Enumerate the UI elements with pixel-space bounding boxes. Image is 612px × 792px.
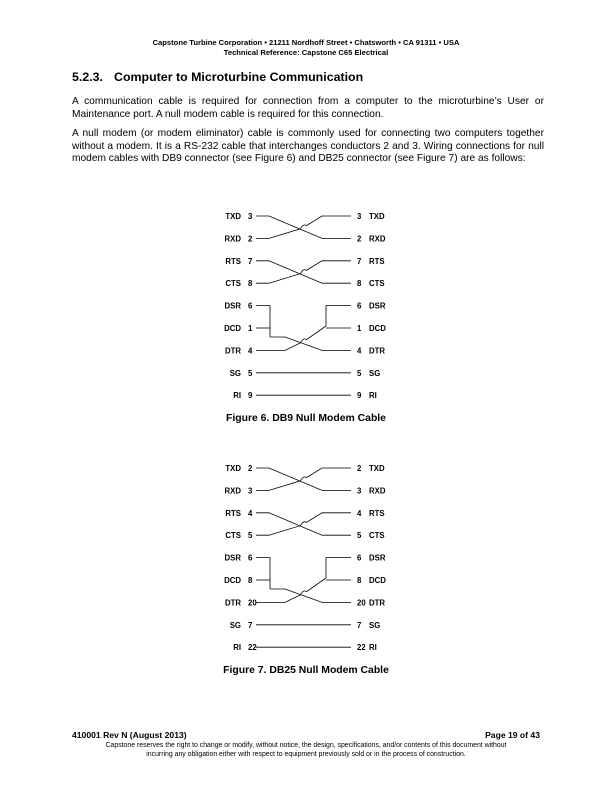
left-pin-number: 3: [248, 486, 253, 496]
right-pin-number: 6: [357, 553, 362, 563]
left-pin-number: 7: [248, 256, 253, 266]
db9-wiring-diagram: [0, 200, 612, 420]
crossover-wire: [256, 513, 351, 535]
dtr-to-dsr-dcd-wire: [256, 578, 326, 602]
right-pin-number: 3: [357, 486, 362, 496]
left-dsr-tie: [256, 558, 270, 589]
right-pin-label: SG: [369, 620, 381, 630]
left-pin-number: 7: [248, 620, 253, 630]
left-pin-label: DCD: [224, 576, 241, 585]
left-pin-number: 3: [248, 212, 253, 221]
left-pin-label: RI: [233, 643, 241, 653]
disclaimer-line-1: Capstone reserves the right to change or modify, without notice, the design, specifications, and/or contents of this document without: [105, 742, 507, 749]
header-reference-line: Technical Reference: Capstone C65 Electrical: [223, 48, 389, 57]
right-pin-number: 7: [357, 620, 362, 630]
right-pin-label: RTS: [369, 508, 385, 518]
left-pin-label: SG: [229, 620, 241, 630]
left-pin-label: TXD: [225, 464, 241, 473]
left-pin-label: DSR: [224, 553, 241, 563]
left-pin-label: CTS: [225, 531, 241, 541]
right-pin-number: 8: [357, 279, 362, 289]
crossover-wire: [256, 216, 351, 238]
left-pin-label: RXD: [224, 486, 241, 496]
right-pin-number: 4: [357, 508, 362, 518]
crossover-wire: [256, 468, 351, 490]
right-pin-label: RTS: [369, 256, 385, 266]
right-pin-number: 3: [357, 212, 362, 221]
db25-wiring-diagram: [0, 452, 612, 672]
left-pin-number: 4: [248, 346, 253, 356]
left-pin-number: 6: [248, 553, 253, 563]
crossover-wire: [256, 216, 351, 238]
right-pin-label: RXD: [369, 486, 386, 496]
footer-disclaimer: [60, 742, 552, 759]
right-pin-number: 5: [357, 368, 362, 378]
dsr-dcd-to-dtr-wire: [270, 589, 351, 602]
left-dsr-tie: [256, 306, 270, 337]
left-pin-label: RXD: [224, 234, 241, 244]
left-pin-label: RTS: [225, 508, 241, 518]
right-pin-label: CTS: [369, 531, 385, 541]
footer-doc-id: 410001 Rev N (August 2013): [72, 730, 187, 740]
left-pin-number: 1: [248, 324, 253, 333]
crossover-wire: [256, 468, 351, 490]
right-pin-number: 7: [357, 256, 362, 266]
page-header: [0, 38, 612, 58]
right-dsr-tie: [326, 306, 351, 326]
right-pin-label: DTR: [369, 598, 386, 608]
figure-7-caption: Figure 7. DB25 Null Modem Cable: [223, 665, 389, 676]
figure-6-caption: Figure 6. DB9 Null Modem Cable: [226, 413, 386, 424]
crossover-wire: [256, 513, 351, 535]
right-pin-number: 2: [357, 464, 362, 473]
left-pin-number: 5: [248, 368, 253, 378]
paragraph-null-modem: A null modem (or modem eliminator) cable is commonly used for connecting two computers together without a modem. It is a RS-232 cable that interchanges conductors 2 and 3. Wiring connections for null modem cables with DB9 connector (see Figure 6) and DB25 connector (see Figure 7) are as follows:: [72, 128, 544, 165]
right-pin-number: 6: [357, 301, 362, 311]
right-pin-number: 1: [357, 324, 362, 333]
left-pin-number: 2: [248, 464, 253, 473]
left-pin-number: 8: [248, 279, 253, 289]
right-dsr-tie: [326, 558, 351, 578]
footer: [72, 730, 540, 740]
left-pin-label: SG: [229, 368, 241, 378]
left-pin-label: DCD: [224, 324, 241, 333]
right-pin-label: RXD: [369, 234, 386, 244]
left-pin-number: 8: [248, 576, 253, 585]
left-pin-label: DSR: [224, 301, 241, 311]
crossover-wire: [256, 261, 351, 283]
right-pin-label: RI: [369, 643, 377, 653]
header-company-line: Capstone Turbine Corporation • 21211 Nordhoff Street • Chatsworth • CA 91311 • USA: [152, 38, 460, 47]
left-pin-label: DTR: [224, 598, 241, 608]
right-pin-number: 20: [357, 598, 366, 608]
footer-page-number: Page 19 of 43: [485, 730, 540, 740]
right-pin-label: DCD: [369, 576, 386, 585]
section-title: Computer to Microturbine Communication: [114, 70, 364, 84]
left-pin-number: 9: [248, 391, 253, 401]
right-pin-number: 8: [357, 576, 362, 585]
right-pin-number: 22: [357, 643, 366, 653]
left-pin-label: CTS: [225, 279, 241, 289]
right-pin-number: 2: [357, 234, 362, 244]
disclaimer-line-2: incurring any obligation either with respect to equipment previously sold or in the process of construction.: [146, 750, 466, 758]
paragraph-intro: A communication cable is required for connection from a computer to the microturbine’s User or Maintenance port. A null modem cable is required for this connection.: [72, 96, 544, 120]
right-pin-label: TXD: [369, 464, 385, 473]
left-pin-number: 4: [248, 508, 253, 518]
section-number: 5.2.3.: [72, 70, 104, 84]
left-pin-label: RTS: [225, 256, 241, 266]
left-pin-label: DTR: [224, 346, 241, 356]
dtr-to-dsr-dcd-wire: [256, 326, 326, 350]
right-pin-label: RI: [369, 391, 377, 401]
right-pin-number: 9: [357, 391, 362, 401]
section-heading: [72, 70, 363, 84]
left-pin-label: RI: [233, 391, 241, 401]
right-pin-label: CTS: [369, 279, 385, 289]
right-pin-label: DTR: [369, 346, 386, 356]
right-pin-number: 5: [357, 531, 362, 541]
left-pin-label: TXD: [225, 212, 241, 221]
right-pin-label: DSR: [369, 301, 386, 311]
left-pin-number: 6: [248, 301, 253, 311]
dsr-dcd-to-dtr-wire: [270, 337, 351, 350]
left-pin-number: 2: [248, 234, 253, 244]
right-pin-number: 4: [357, 346, 362, 356]
left-pin-number: 20: [248, 598, 257, 608]
right-pin-label: DSR: [369, 553, 386, 563]
left-pin-number: 5: [248, 531, 253, 541]
crossover-wire: [256, 261, 351, 283]
left-pin-number: 22: [248, 643, 257, 653]
right-pin-label: DCD: [369, 324, 386, 333]
right-pin-label: SG: [369, 368, 381, 378]
right-pin-label: TXD: [369, 212, 385, 221]
